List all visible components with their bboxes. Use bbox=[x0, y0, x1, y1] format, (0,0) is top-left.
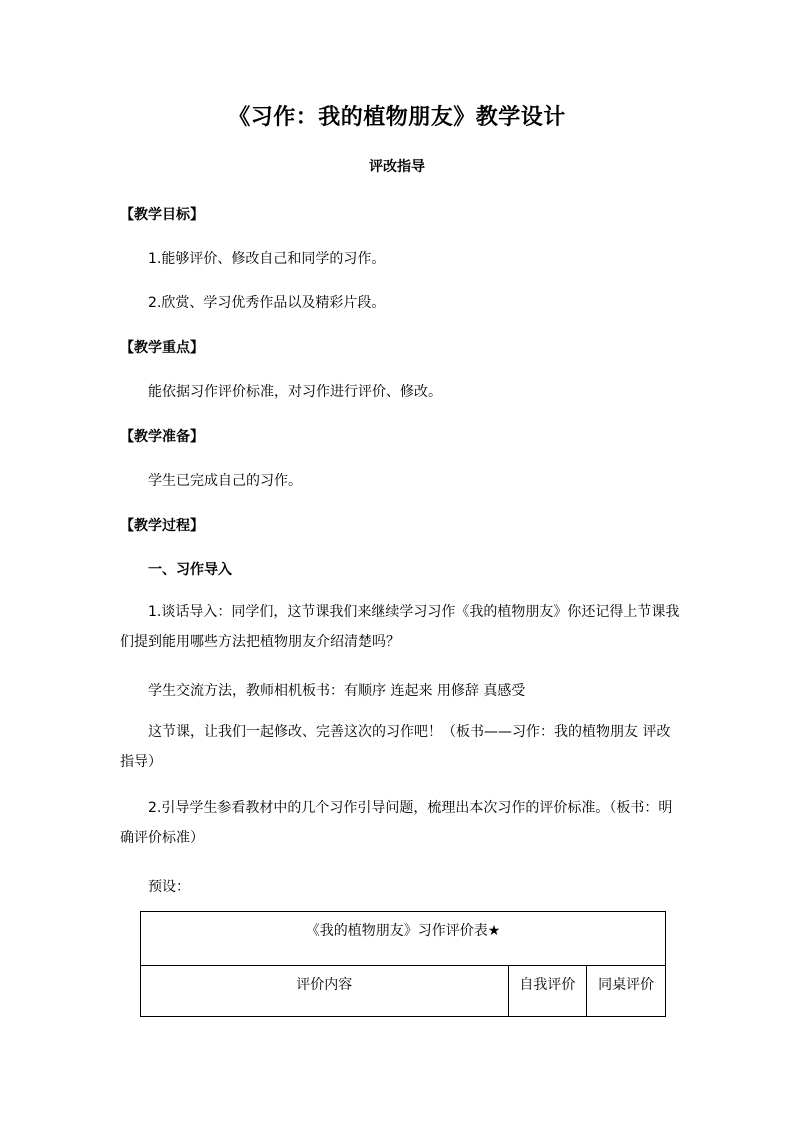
process-paragraph-3: 这节课，让我们一起修改、完善这次的习作吧！（板书——习作：我的植物朋友 评改指导） bbox=[120, 724, 671, 770]
table-header-content: 评价内容 bbox=[141, 966, 509, 1017]
table-header-row bbox=[141, 966, 666, 1017]
process-heading: 【教学过程】 bbox=[120, 518, 204, 534]
table-header-self: 自我评价 bbox=[508, 966, 587, 1017]
preparation-text: 学生已完成自己的习作。 bbox=[148, 473, 302, 489]
objectives-heading: 【教学目标】 bbox=[120, 207, 204, 223]
key-points-heading: 【教学重点】 bbox=[120, 340, 204, 356]
document-subtitle: 评改指导 bbox=[369, 159, 425, 175]
objective-item-2: 2.欣赏、学习优秀作品以及精彩片段。 bbox=[148, 295, 386, 311]
process-paragraph-5: 预设： bbox=[148, 879, 190, 895]
table-caption: 《我的植物朋友》习作评价表★ bbox=[141, 912, 666, 966]
step1-title: 一、习作导入 bbox=[148, 562, 232, 578]
table-caption-row bbox=[141, 912, 666, 966]
process-paragraph-1: 1.谈话导入：同学们，这节课我们来继续学习习作《我的植物朋友》你还记得上节课我们提到能用哪些方法把植物朋友介绍清楚吗？ bbox=[120, 604, 680, 650]
objective-item-1: 1.能够评价、修改自己和同学的习作。 bbox=[148, 251, 386, 267]
preparation-heading: 【教学准备】 bbox=[120, 429, 204, 445]
evaluation-table bbox=[140, 911, 666, 1017]
document-title: 《习作：我的植物朋友》教学设计 bbox=[228, 105, 566, 130]
key-points-text: 能依据习作评价标准，对习作进行评价、修改。 bbox=[148, 384, 442, 400]
process-paragraph-4: 2.引导学生参看教材中的几个习作引导问题，梳理出本次习作的评价标准。（板书：明确评价标准） bbox=[120, 800, 673, 846]
table-header-peer: 同桌评价 bbox=[587, 966, 666, 1017]
process-paragraph-2: 学生交流方法，教师相机板书：有顺序 连起来 用修辞 真感受 bbox=[148, 683, 526, 699]
